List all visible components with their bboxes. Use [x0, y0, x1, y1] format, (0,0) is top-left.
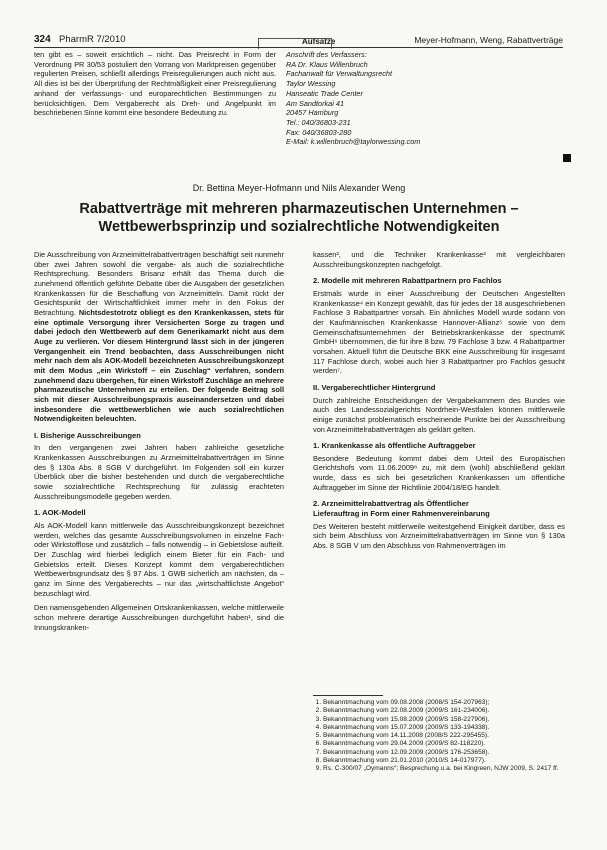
footnote-item: 3. Bekanntmachung vom 15.08.2009 (2009/S 158-227906).: [323, 716, 565, 724]
address-line: Fachanwalt für Verwaltungsrecht: [286, 69, 392, 79]
footnote-item: 6. Bekanntmachung vom 29.04.2009 (2009/S 82-118220).: [323, 740, 565, 748]
footnote-item: 2. Bekanntmachung vom 22.08.2009 (2009/S 161-234006).: [323, 707, 565, 715]
heading-line: 2. Arzneimittelrabattvertrag als Öffentlicher: [313, 499, 469, 509]
footnote-item: 5. Bekanntmachung vom 14.11.2008 (2008/S 222-295455).: [323, 732, 565, 740]
journal-name: PharmR 7/2010: [59, 34, 126, 45]
section-heading: II. Vergaberechtlicher Hintergrund: [313, 382, 436, 392]
body-paragraph: Des Weiteren besteht mittlerweile weitestgehend Einigkeit darüber, dass es sich beim Abschluss von Arzneimittelrabattverträgen im Sinne von § 130a Abs. 8 SGB V um den Abschluss von Rahmenverträgen im: [313, 521, 565, 551]
address-line: Am Sandtorkai 41: [286, 98, 345, 108]
article-title: [34, 200, 564, 236]
right-column: [313, 250, 565, 556]
footnote-list: [313, 699, 565, 774]
address-line: E-Mail: k.willenbruch@taylorwessing.com: [286, 137, 421, 147]
article-authors: Dr. Bettina Meyer-Hofmann und Nils Alexander Weng: [192, 183, 406, 193]
address-line: 20457 Hamburg: [286, 108, 339, 118]
previous-article-ending: ten gibt es – soweit ersichtlich – nicht. Das Preisrecht in Form der Verordnung PR 30/53 postuliert den Vorrang von Marktpreisen gegenüber regulierten Preisen, schließt allerdings Preisregulierungen auch nicht aus. All dies ist bei der Überprüfung der Rechtmäßigkeit einer Preisregulierung anhand der verfassungs- und europarechtlichen Bestimmungen zu berücksichtigen. Dem Vergaberecht als Dreh- und Angelpunkt im beschriebenen Sinne kommt eine besondere Bedeutung zu.: [34, 50, 276, 118]
address-line: Anschrift des Verfassers:: [286, 50, 367, 59]
footnotes: [313, 695, 565, 774]
page-number: 324: [34, 34, 51, 45]
footnote-item: 4. Bekanntmachung vom 15.07.2009 (2009/S 133-194338).: [323, 724, 565, 732]
section-heading: I. Bisherige Ausschreibungen: [34, 430, 141, 440]
address-line: Tel.: 040/36803-231: [286, 117, 351, 127]
footnote-item: 1. Bekanntmachung vom 09.08.2008 (2008/S 154-207963);: [323, 699, 565, 707]
left-column: [34, 250, 284, 637]
section-label: Aufsätze: [302, 37, 336, 46]
body-paragraph: Durch zahlreiche Entscheidungen der Vergabekammern des Bundes wie auch des Landessozialgerichts Nordrhein-Westfalen können mittlerweile einige zunächst problematisch erscheinende Punkte bei der Ausschreibung von Arzneimittelrabattverträgen als geklärt gelten.: [313, 395, 565, 434]
header-rule: [34, 47, 563, 48]
body-paragraph: kassen², und die Techniker Krankenkasse³ mit vergleichbaren Ausschreibungskonzepten nachgefolgt.: [313, 250, 565, 269]
title-line: Rabattverträge mit mehreren pharmazeutischen Unternehmen –: [79, 201, 519, 217]
address-line: Hanseatic Trade Center: [286, 88, 363, 98]
end-mark-square: [563, 154, 571, 162]
heading-line: Lieferauftrag in Form einer Rahmenvereinbarung: [313, 509, 490, 519]
section-heading: 1. Krankenkasse als öffentliche Auftraggeber: [313, 441, 476, 451]
section-heading: 1. AOK-Modell: [34, 508, 86, 518]
body-paragraph: In den vergangenen zwei Jahren haben zahlreiche gesetzliche Krankenkassen Ausschreibungen zu Arzneimittelrabattverträgen im Sinne des § 130a Abs. 8 SGB V durchgeführt. Im Folgenden soll ein kurzer Überblick über die bisher bestehenden und durch die vergaberechtliche sowie sozialrechtliche Rechtsprechung für zulässig erachteten Ausschreibungsmodelle gegeben werden.: [34, 443, 284, 501]
intro-paragraph: [34, 250, 284, 424]
intro-text: Die Ausschreibung von Arzneimittelrabattverträgen beschäftigt seit nunmehr über zwei Jahren sowohl die vergabe- als auch die sozialrechtliche Rechtsprechung. Besonders Brisanz erhält das Thema durch die zunehmend öffentlich geführte Debatte über die Ausgaben der gesetzlichen Krankenkassen für die Beschaffung von Arzneimitteln. Damit rückt der Gesichtspunkt der Wirtschaftlichkeit immer mehr in den Fokus der Betrachtung.: [34, 250, 284, 317]
body-paragraph: Besondere Bedeutung kommt dabei dem Urteil des Europäischen Gerichtshofs vom 11.06.2009⁸ zu, mit dem (wohl) abschließend geklärt wurde, dass es sich bei gesetzlichen Krankenkassen um öffentliche Auftraggeber im Sinne der Richtlinie 2004/18/EG handelt.: [313, 453, 565, 492]
body-paragraph: Erstmals wurde in einer Ausschreibung der Deutschen Angestellten Krankenkasse⁴ ein Konzept gewählt, das für jedes der 18 ausgeschriebenen Fachlose 3 Rabattpartner vorsah. Ein ähnliches Modell wurde sodann von der Kaufmännischen Krankenkasse Hannover-Allianz⁵ sowie von dem Gemeinschaftsunternehmen der Betriebskrankenkasse der spectrumK GmbH⁶ übernommen, die für ihre 8 bzw. 79 Fachlose 3 bzw. 4 Rabattpartner vorsahen. Aktuell führt die Deutsche BKK eine Ausschreibung für insgesamt 117 Fachlose durch, wobei auch hier 3 Rabattpartner pro Fachlos gesucht werden⁷.: [313, 288, 565, 376]
title-line: Wettbewerbsprinzip und sozialrechtliche Notwendigkeiten: [98, 219, 500, 235]
footnote-item: 7. Bekanntmachung vom 12.09.2009 (2009/S 176-253658).: [323, 749, 565, 757]
footnote-rule: [313, 695, 383, 696]
body-paragraph: Als AOK-Modell kann mittlerweile das Ausschreibungskonzept bezeichnet werden, welches das gesamte Ausschreibungsvolumen in einzelne Fach- oder Wirkstofflose und zusätzlich – falls notwendig – in Gebietslose aufteilt. Der Zuschlag wird hierbei lediglich einem Bieter für ein Fach- und Gebietslos erteilt. Dieses Konzept kommt dem vergaberechtlichen Wettbewerbsgrundsatz des § 97 Abs. 1 GWB sicherlich am nächsten, da – ganz im Sinne des Vergaberechts – nur das „wirtschaftlichste Angebot“ bezuschlagt wird.: [34, 521, 284, 598]
intro-bold-text: Nichtsdestotrotz obliegt es den Krankenkassen, stets für eine optimale Versorgung ihrer Versicherten Sorge zu tragen und dabei jedoch den Wettbewerb auf dem Generikamarkt nicht aus dem Auge zu verlieren. Vor diesem Hintergrund lässt sich in der jüngeren Vergangenheit ein Trend beobachten, dass Ausschreibungen nicht mehr nach dem als AOK-Modell bezeichneten Ausschreibungskonzept mit dem Modus „ein Wirkstoff – ein Zuschlag“ verfahren, sondern zunehmend dazu übergehen, für einen Wirkstoff Zuschläge an mehrere pharmazeutische Unternehmen zu erteilen. Der folgende Beitrag soll sich mit dieser Ausschreibungspraxis auseinandersetzen und dabei insbesondere die wettbewerblichen wie auch sozialrechtlichen Notwendigkeiten beleuchten.: [34, 307, 284, 424]
body-paragraph: Den namensgebenden Allgemeinen Ortskrankenkassen, welche mittlerweile schon mehrere derartige Ausschreibungen durchgeführt haben¹, sind die Innungskranken-: [34, 603, 284, 632]
address-line: Taylor Wessing: [286, 79, 336, 89]
author-address-block: [286, 50, 556, 147]
section-heading: 2. Modelle mit mehreren Rabattpartnern pro Fachlos: [313, 276, 502, 286]
footnote-item: 9. Rs. C-300/07 „Oymanns“; Besprechung u.a. bei Kingreen, NJW 2009, S. 2417 ff.: [323, 765, 565, 773]
section-heading: [313, 499, 565, 518]
address-line: RA Dr. Klaus Willenbruch: [286, 59, 368, 69]
footnote-item: 8. Bekanntmachung vom 21.01.2010 (2010/S 14-017977).: [323, 757, 565, 765]
running-head: Meyer-Hofmann, Weng, Rabattverträge: [414, 35, 563, 45]
address-line: Fax: 040/36803-280: [286, 127, 352, 137]
